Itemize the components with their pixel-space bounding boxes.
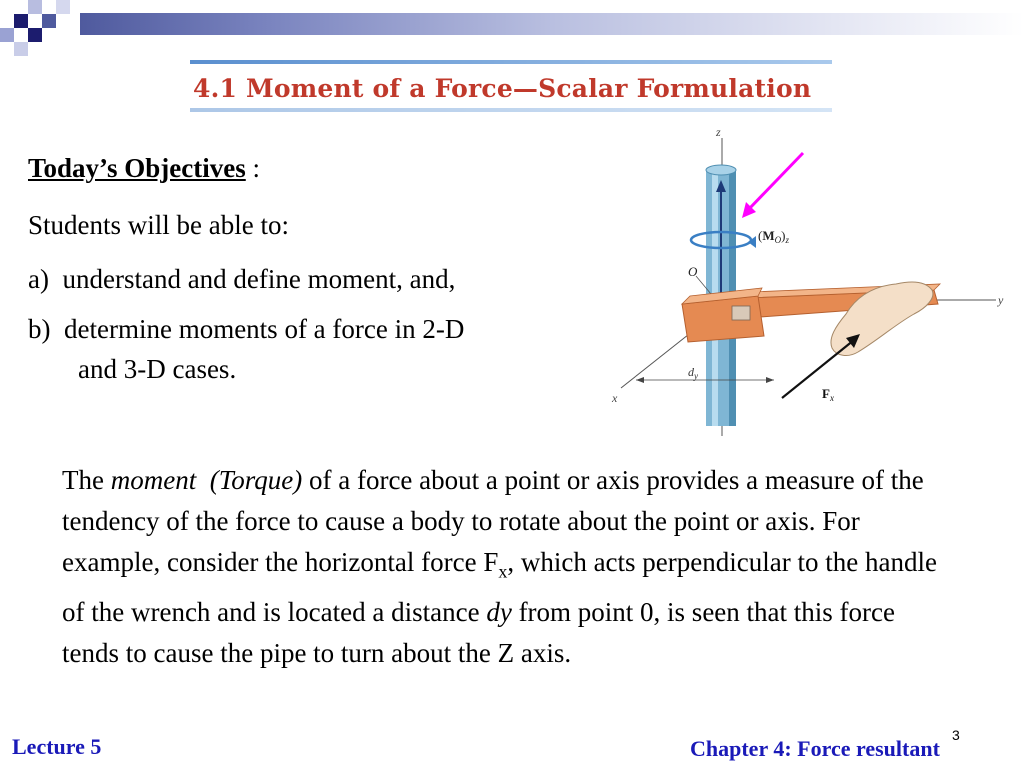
decor-square-1 <box>0 0 14 14</box>
pipe-top <box>706 165 736 175</box>
footer-lecture: Lecture 5 <box>12 734 102 759</box>
dy-arrow-right <box>766 377 774 383</box>
decor-square-7 <box>0 28 14 42</box>
y-axis-label: y <box>998 293 1004 307</box>
objectives-heading-colon: : <box>245 153 261 183</box>
decor-square-8 <box>14 42 28 56</box>
objective-a <box>28 264 455 295</box>
z-axis-label: z <box>716 125 721 139</box>
decor-square-3 <box>28 0 42 14</box>
moment-label-o: O <box>774 235 782 245</box>
dy-arrow-left <box>636 377 644 383</box>
objective-b-label: b) <box>28 314 51 344</box>
moment-label-m: M <box>762 228 775 243</box>
para-torque: (Torque) <box>209 465 303 495</box>
para-part-1: The <box>62 465 111 495</box>
decor-square-6 <box>56 0 70 14</box>
x-axis-label: x <box>612 391 618 405</box>
objective-b-text-line2: and 3-D cases. <box>78 354 237 384</box>
origin-label: O <box>688 264 698 279</box>
force-label-sub: x <box>829 393 834 403</box>
force-label-f: F <box>822 386 830 401</box>
force-arrow <box>782 340 854 398</box>
objective-a-label: a) <box>28 264 49 294</box>
objective-b <box>28 314 464 345</box>
page-number: 3 <box>952 727 960 743</box>
para-part-2: of a force about a point or axis provides a measure of the tendency of the force to cause a body to rotate about the point or axis. For example, consider the horizontal force F <box>62 465 924 577</box>
para-subscript-x: x <box>498 561 508 582</box>
objectives-heading-label: Today’s Objectives <box>28 153 246 183</box>
moment-label <box>758 228 789 245</box>
decor-square-5 <box>28 28 42 42</box>
footer-chapter: Chapter 4: Force resultant <box>690 736 940 761</box>
decor-square-4 <box>42 14 56 28</box>
wrench-pipe-diagram <box>596 118 1016 436</box>
pointer-arrow <box>748 153 803 210</box>
dy-label-sub: y <box>694 371 698 381</box>
title-rule-bottom <box>190 108 832 112</box>
dy-label-d: d <box>688 365 694 379</box>
decor-square-2 <box>14 14 28 28</box>
objective-b-text-line1: determine moments of a force in 2-D <box>64 314 465 344</box>
para-dy: dy <box>486 597 512 628</box>
para-moment: moment <box>110 465 197 495</box>
slide-title: 4.1 Moment of a Force—Scalar Formulation <box>193 74 812 103</box>
wrench-adjuster <box>732 306 750 320</box>
moment-label-close: ) <box>781 228 786 243</box>
objectives-heading <box>28 153 260 184</box>
moment-label-axis: z <box>785 235 789 245</box>
moment-label-open: ( <box>758 228 763 243</box>
title-rule-top <box>190 60 832 64</box>
body-paragraph <box>62 460 952 674</box>
dy-label <box>688 365 698 381</box>
header-gradient-bar <box>80 13 1024 35</box>
para-part-4: from point 0, is seen that this force tends to cause the pipe to turn about the Z axis. <box>62 597 895 669</box>
objectives-intro: Students will be able to: <box>28 210 289 240</box>
objective-a-text: understand and define moment, and, <box>62 264 456 294</box>
force-label <box>822 386 834 403</box>
para-part-3: , which acts perpendicular to the handle of the wrench and is located a distance <box>62 547 937 628</box>
